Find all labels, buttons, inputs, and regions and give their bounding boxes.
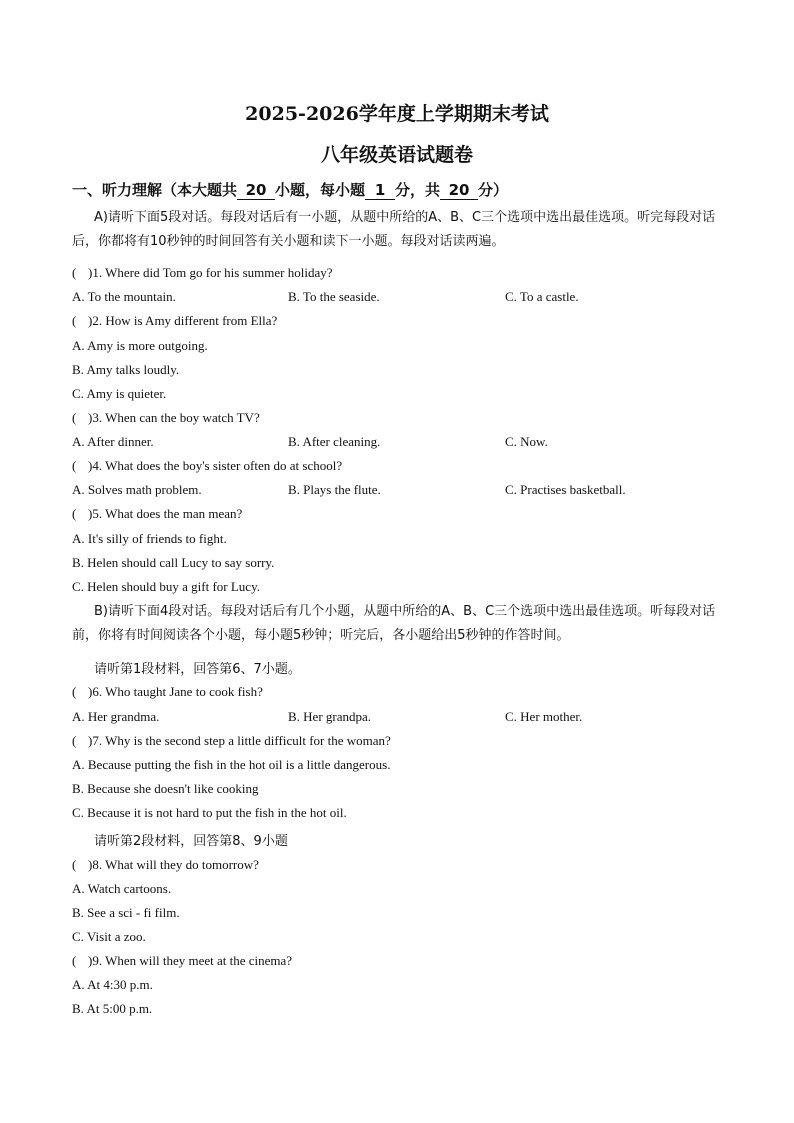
- material-1-note: 请听第1段材料，回答第6、7小题。: [94, 662, 301, 677]
- option-a: A. Because putting the fish in the hot oil is a little dangerous.: [72, 757, 391, 772]
- section-label: 分，共: [395, 181, 441, 199]
- question-stem: )3. When can the boy watch TV?: [88, 410, 260, 425]
- question-7: ( )7. Why is the second step a little difficult for the woman?: [72, 733, 391, 748]
- exam-title: 2025-2026学年度上学期期末考试: [245, 103, 549, 125]
- exam-subtitle: 八年级英语试题卷: [320, 144, 473, 166]
- question-stem: )4. What does the boy's sister often do at school?: [88, 458, 343, 473]
- material-2-note: 请听第2段材料，回答第8、9小题: [94, 834, 288, 849]
- part-a-instructions: A)请听下面5段对话。每段对话后有一小题，从题中所给的A、B、C三个选项中选出最佳选项。听完每段对话后，你都将有10秒钟的时间回答有关小题和读下一小题。每段对话读两遍。: [72, 210, 716, 249]
- section-label: 一、听力理解（本大题共: [72, 181, 238, 199]
- question-stem: )9. When will they meet at the cinema?: [88, 953, 293, 968]
- question-3: ( )3. When can the boy watch TV?: [72, 410, 260, 425]
- option-b: B. Helen should call Lucy to say sorry.: [72, 555, 275, 570]
- question-6: ( )6. Who taught Jane to cook fish?: [72, 684, 263, 699]
- total-points: 20: [440, 181, 478, 200]
- option-b: B. Amy talks loudly.: [72, 362, 180, 377]
- question-stem: )1. Where did Tom go for his summer holiday?: [88, 265, 333, 280]
- section-label: 分）: [478, 181, 509, 199]
- option-c: C. Amy is quieter.: [72, 386, 167, 401]
- question-8: ( )8. What will they do tomorrow?: [72, 857, 259, 872]
- option-b: B. Her grandpa.: [288, 709, 372, 724]
- option-b: B. To the seaside.: [288, 289, 380, 304]
- question-2: ( )2. How is Amy different from Ella?: [72, 313, 278, 328]
- option-b: B. At 5:00 p.m.: [72, 1001, 153, 1016]
- question-5: ( )5. What does the man mean?: [72, 506, 243, 521]
- option-b: B. After cleaning.: [288, 434, 381, 449]
- option-b: B. Because she doesn't like cooking: [72, 781, 259, 796]
- question-count: 20: [237, 181, 275, 200]
- option-b: B. See a sci - fi film.: [72, 905, 180, 920]
- option-c: C. Now.: [505, 434, 548, 449]
- option-a: A. Watch cartoons.: [72, 881, 172, 896]
- section-label: 小题，每小题: [275, 181, 366, 199]
- part-b-instructions: B)请听下面4段对话。每段对话后有几个小题，从题中所给的A、B、C三个选项中选出最佳选项。听每段对话前，你将有时间阅读各个小题，每小题5秒钟；听完后，各小题给出5秒钟的作答时间。: [72, 604, 716, 643]
- section-listening-heading: [72, 179, 508, 200]
- question-stem: )7. Why is the second step a little difficult for the woman?: [88, 733, 391, 748]
- option-a: A. At 4:30 p.m.: [72, 977, 153, 992]
- question-9: ( )9. When will they meet at the cinema?: [72, 953, 293, 968]
- question-1: ( )1. Where did Tom go for his summer holiday?: [72, 265, 333, 280]
- question-stem: )8. What will they do tomorrow?: [88, 857, 259, 872]
- question-stem: )6. Who taught Jane to cook fish?: [88, 684, 263, 699]
- option-c: C. Practises basketball.: [505, 482, 626, 497]
- option-a: A. After dinner.: [72, 434, 154, 449]
- points-per-question: 1: [365, 181, 395, 200]
- option-c: C. Because it is not hard to put the fish in the hot oil.: [72, 805, 347, 820]
- option-a: A. To the mountain.: [72, 289, 176, 304]
- question-stem: )2. How is Amy different from Ella?: [88, 313, 278, 328]
- option-a: A. Her grandma.: [72, 709, 160, 724]
- option-b: B. Plays the flute.: [288, 482, 381, 497]
- option-a: A. It's silly of friends to fight.: [72, 531, 227, 546]
- option-c: C. Helen should buy a gift for Lucy.: [72, 579, 260, 594]
- option-a: A. Amy is more outgoing.: [72, 338, 208, 353]
- question-4: ( )4. What does the boy's sister often do at school?: [72, 458, 343, 473]
- option-a: A. Solves math problem.: [72, 482, 202, 497]
- question-stem: )5. What does the man mean?: [88, 506, 243, 521]
- option-c: C. Visit a zoo.: [72, 929, 146, 944]
- option-c: C. To a castle.: [505, 289, 579, 304]
- option-c: C. Her mother.: [505, 709, 583, 724]
